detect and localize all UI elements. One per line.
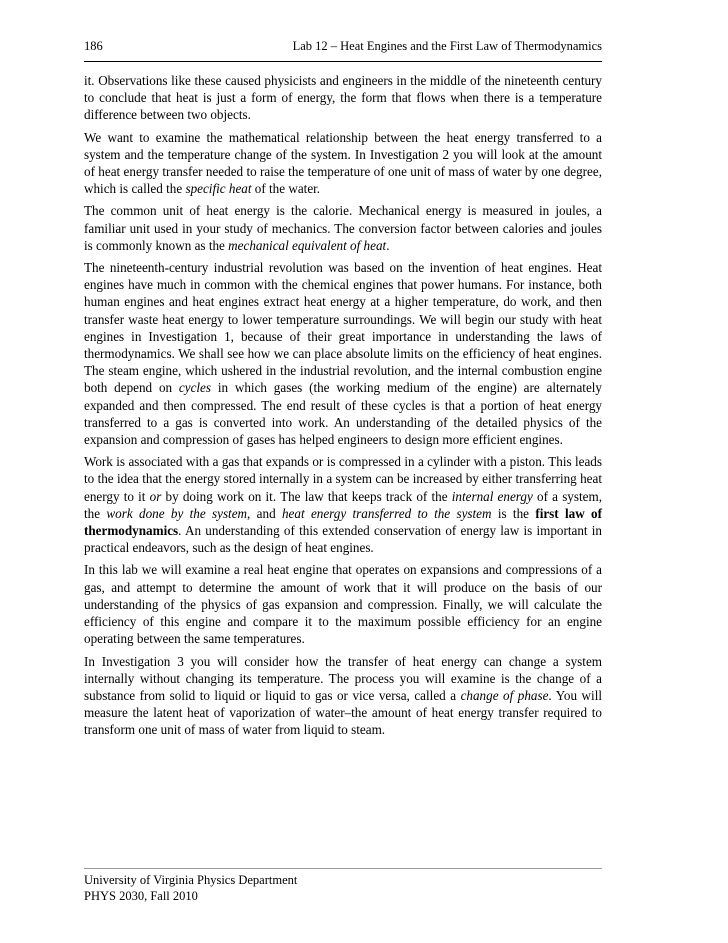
term-work-done: work done by the system <box>106 505 248 521</box>
running-title: Lab 12 – Heat Engines and the First Law of Thermodynamics <box>292 39 602 53</box>
term-heat-transferred: heat energy transferred to the system <box>281 505 492 521</box>
paragraph-4: The nineteenth-century industrial revolution was based on the invention of heat engines. Heat engines have much in common with the chemical engines that power humans. For instance, both human engines and heat engines extract heat energy at a higher temperature, do work, and then transfer waste heat energy to lower temperature surroundings. We will begin our study with heat engines in Investigation 1, because of their great importance in understanding the laws of thermodynamics. We shall see how we can place absolute limits on the efficiency of heat engines. The steam engine, which ushered in the industrial revolution, and the internal combustion engine both depend on cycles in which gases (the working medium of the engine) are alternately expanded and then compressed. The end result of these cycles is that a portion of heat energy transferred to a gas is converted into work. An understanding of the detailed physics of the expansion and compression of gases has helped engineers to design more efficient engines. <box>84 260 602 448</box>
page-footer <box>84 872 297 904</box>
term-change-of-phase: change of phase <box>460 687 549 703</box>
term-mechanical-equivalent: mechanical equivalent of heat <box>228 237 387 253</box>
page-number: 186 <box>84 39 103 53</box>
page-header <box>84 39 602 57</box>
term-specific-heat: specific heat <box>185 181 252 197</box>
paragraph-6: In this lab we will examine a real heat engine that operates on expansions and compressions of a gas, and attempt to determine the amount of work that it will produce on the basis of our understanding of the physics of gas expansion and compression. Finally, we will calculate the efficiency of this engine and compare it to the maximum possible efficiency for an engine operating between the same temperatures. <box>84 562 602 647</box>
paragraph-7: In Investigation 3 you will consider how the transfer of heat energy can change a system internally without changing its temperature. The process you will examine is the change of a substance from solid to liquid or liquid to gas or vice versa, called a change of phase. You will measure the latent heat of vaporization of water–the amount of heat energy transfer required to transform one unit of mass of water from liquid to steam. <box>84 653 602 738</box>
header-rule <box>84 61 602 62</box>
term-cycles: cycles <box>178 380 212 396</box>
body-text <box>84 72 602 744</box>
term-internal-energy: internal energy <box>451 488 533 504</box>
paragraph-3: The common unit of heat energy is the calorie. Mechanical energy is measured in joules, a familiar unit used in your study of mechanics. The conversion factor between calories and joules is commonly known as the mechanical equivalent of heat. <box>84 203 602 253</box>
footer-rule <box>84 868 602 869</box>
paragraph-1: it. Observations like these caused physicists and engineers in the middle of the nineteenth century to conclude that heat is just a form of energy, the form that flows when there is a temperature difference between two objects. <box>84 73 602 123</box>
paragraph-2: We want to examine the mathematical relationship between the heat energy transferred to a system and the temperature change of the system. In Investigation 2 you will look at the amount of heat energy transfer needed to raise the temperature of one unit of mass of water by one degree, which is called the specific heat of the water. <box>84 129 602 197</box>
footer-department: University of Virginia Physics Department <box>84 873 298 887</box>
paragraph-5: Work is associated with a gas that expands or is compressed in a cylinder with a piston. This leads to the idea that the energy stored internally in a system can be increased by either transferring heat energy to it or by doing work on it. The law that keeps track of the internal energy of a system, the work done by the system, and heat energy transferred to the system is the first law of thermodynamics. An understanding of this extended conservation of energy law is important in practical endeavors, such as the design of heat engines. <box>84 454 602 556</box>
footer-course: PHYS 2030, Fall 2010 <box>84 889 198 903</box>
term-first-law: first law of thermodynamics <box>84 505 602 539</box>
